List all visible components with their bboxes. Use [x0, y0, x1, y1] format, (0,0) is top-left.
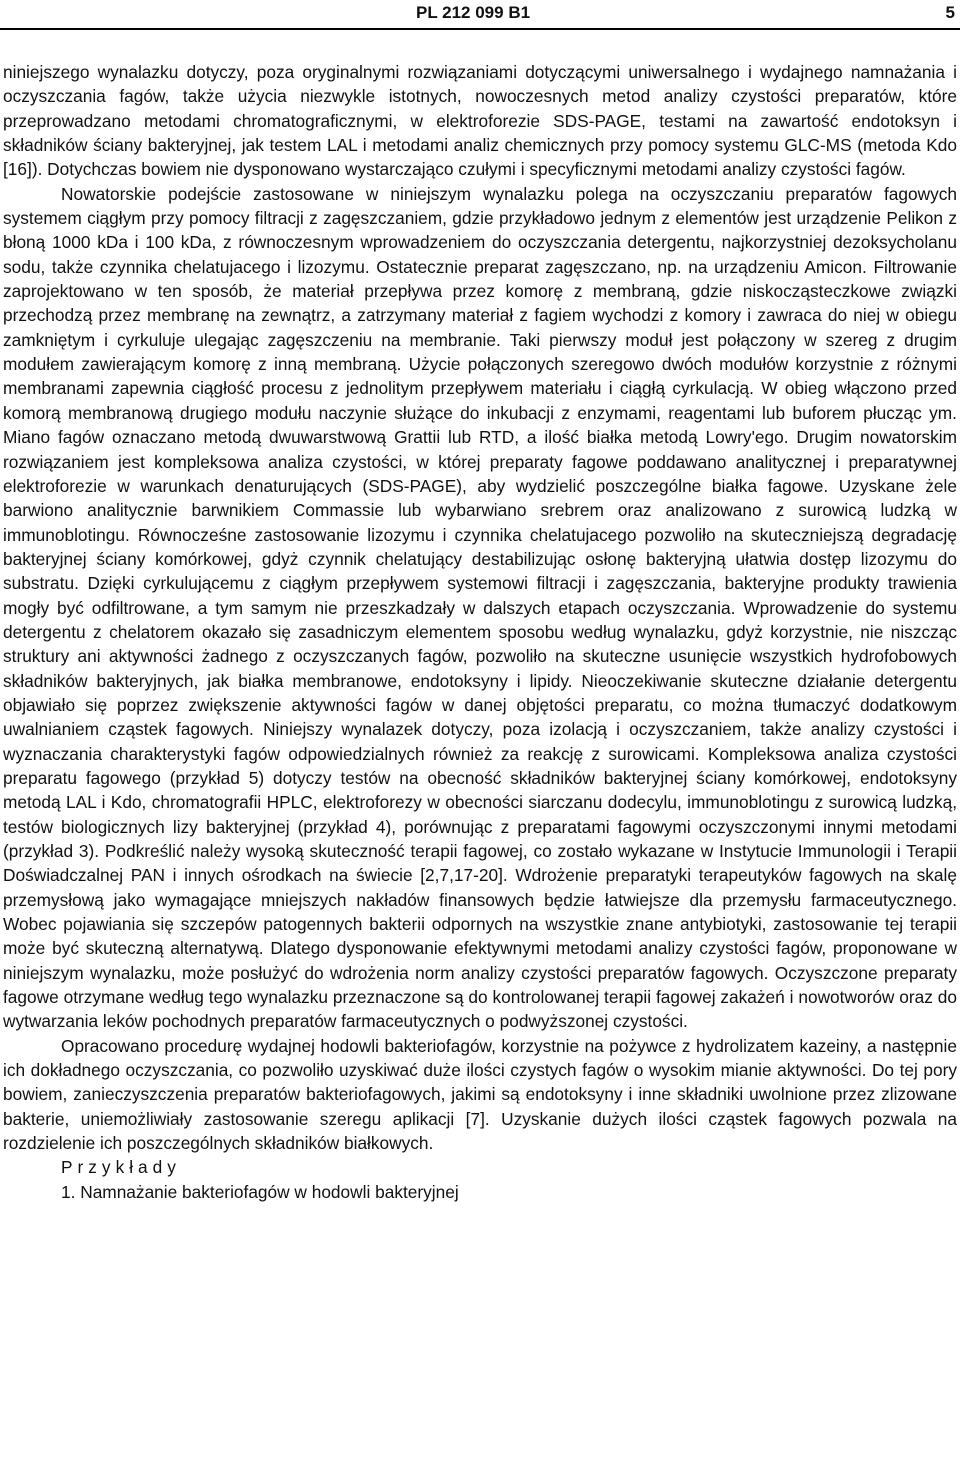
page-number: 5 [945, 3, 955, 22]
paragraph-1: niniejszego wynalazku dotyczy, poza oryginalnymi rozwiązaniami dotyczącymi uniwersalnego i wydajnego namnażania i oczyszczania fagów, także użycia niezwykle istotnych, nowoczesnych metod analizy czystości preparatów, które przeprowadzano metodami chromatograficznymi, w elektroforezie SDS-PAGE, testami na zawartość endotoksyn i składników ściany bakteryjnej, jak testem LAL i metodami analiz chemicznych przy pomocy systemu GLC-MS (metoda Kdo [16]). Dotychczas bowiem nie dysponowano wystarczająco czułymi i specyficznymi metodami analizy czystości fagów. [3, 62, 957, 180]
paragraph-2: Nowatorskie podejście zastosowane w niniejszym wynalazku polega na oczyszczaniu preparatów fagowych systemem ciągłym przy pomocy filtracji z zagęszczaniem, gdzie przykładowo jednym z elementów jest urządzenie Pelikon z błoną 1000 kDa i 100 kDa, z równoczesnym wprowadzeniem do oczyszczania detergentu, najkorzystniej dezoksycholanu sodu, także czynnika chelatujacego i lizozymu. Ostatecznie preparat zagęszczano, np. na urządzeniu Amicon. Filtrowanie zaprojektowano w ten sposób, że materiał przepływa przez komorę z membraną, gdzie niskocząsteczkowe związki przechodzą przez membranę na zewnątrz, a zatrzymany materiał z fagiem wychodzi z komory i zawraca do niej w obiegu zamkniętym i cyrkuluje ulegając zagęszczeniu na membranie. Taki pierwszy moduł jest połączony w szereg z drugim modułem zawierającym komorę z inną membraną. Użycie połączonych szeregowo dwóch modułów korzystnie z różnymi membranami zapewnia ciągłość procesu z jednolitym przepływem materiału i ciągłą cyrkulacją. W obieg włączono przed komorą membranową drugiego modułu naczynie służące do inkubacji z enzymami, reagentami lub buforem płucząc ym. Miano fagów oznaczano metodą dwuwarstwową Grattii lub RTD, a ilość białka metodą Lowry'ego. Drugim nowatorskim rozwiązaniem jest kompleksowa analiza czystości, w której preparaty fagowe poddawano analitycznej i preparatywnej elektroforezie w warunkach denaturujących (SDS-PAGE), aby wydzielić poszczególne białka fagowe. Uzyskane żele barwiono analitycznie barwnikiem Commassie lub wybarwiano srebrem oraz analizowano z surowicą ludzką w immunoblotingu. Równocześne zastosowanie lizozymu i czynnika chelatujacego pozwoliło na skuteczniejszą degradację bakteryjnej ściany komórkowej, gdyż czynnik chelatujący destabilizując osłonę bakteryjną ułatwia dostęp lizozymu do substratu. Dzięki cyrkulującemu z ciągłym przepływem systemowi filtracji i zagęszczania, bakteryjne produkty trawienia mogły być odfiltrowane, a tym samym nie przeszkadzały w dalszych etapach oczyszczania. Wprowadzenie do systemu detergentu z chelatorem okazało się zasadniczym elementem sposobu według wynalazku, gdyż korzystnie, nie niszcząc struktury ani aktywności żadnego z oczyszczanych fagów, pozwoliło na skuteczne usunięcie wszystkich hydrofobowych składników bakteryjnych, jak białka membranowe, endotoksyny i lipidy. Nieoczekiwanie skuteczne działanie detergentu objawiało się poprzez zwiększenie aktywności fagów w danej objętości preparatu, co można tłumaczyć dodatkowym uwalnianiem cząstek fagowych. Niniejszy wynalazek dotyczy, poza izolacją i oczyszczaniem, także analizy czystości i wyznaczania charakterystyki fagów odpowiedzialnych również za reakcję z surowicami. Kompleksowa analiza czystości preparatu fagowego (przykład 5) dotyczy testów na obecność składników bakteryjnej ściany komórkowej, endotoksyny metodą LAL i Kdo, chromatografii HPLC, elektroforezy w obecności siarczanu dodecylu, immunoblotingu z surowicą ludzką, testów biologicznych lizy bakteryjnej (przykład 4), porównując z preparatami fagowymi oczyszczonymi innymi metodami (przykład 3). Podkreślić należy wysoką skuteczność terapii fagowej, co zostało wykazane w Instytucie Immunologii i Terapii Doświadczalnej PAN i innych ośrodkach na świecie [2,7,17-20]. Wdrożenie preparatyki terapeutyków fagowych na skalę przemysłową jako wymagające mniejszych nakładów finansowych będzie łatwiejsze dla przemysłu farmaceutycznego. Wobec pojawiania się szczepów patogennych bakterii odpornych na wszystkie znane antybiotyki, zastosowanie tej terapii może być skuteczną alternatywą. Dlatego dysponowanie efektywnymi metodami analizy czystości fagów, proponowane w niniejszym wynalazku, może posłużyć do wdrożenia norm analizy czystości preparatów fagowych. Oczyszczone preparaty fagowe otrzymane według tego wynalazku przeznaczone są do kontrolowanej terapii fagowej zakażeń i nowotworów oraz do wytwarzania leków pochodnych preparatów farmaceutycznych o podwyższonej czystości. [3, 183, 957, 1032]
subsection-heading: 1. Namnażanie bakteriofagów w hodowli bakteryjnej [61, 1181, 459, 1202]
document-body [3, 60, 957, 1204]
patent-number: PL 212 099 B1 [416, 3, 531, 22]
section-heading: Przykłady [61, 1157, 181, 1178]
page-header [0, 0, 960, 30]
paragraph-3: Opracowano procedurę wydajnej hodowli bakteriofagów, korzystnie na pożywce z hydrolizatem kazeiny, a następnie ich dokładnego oczyszczania, co pozwoliło uzyskiwać duże ilości czystych fagów o wysokim mianie aktywności. Do tej pory bowiem, zanieczyszczenia preparatów bakteriofagowych, jakimi są endotoksyny i inne składniki uwolnione przez zlizowane bakterie, uniemożliwiały zastosowanie szeregu aplikacji [7]. Uzyskanie dużych ilości cząstek fagowych pozwala na rozdzielenie ich poszczególnych składników białkowych. [3, 1035, 957, 1154]
